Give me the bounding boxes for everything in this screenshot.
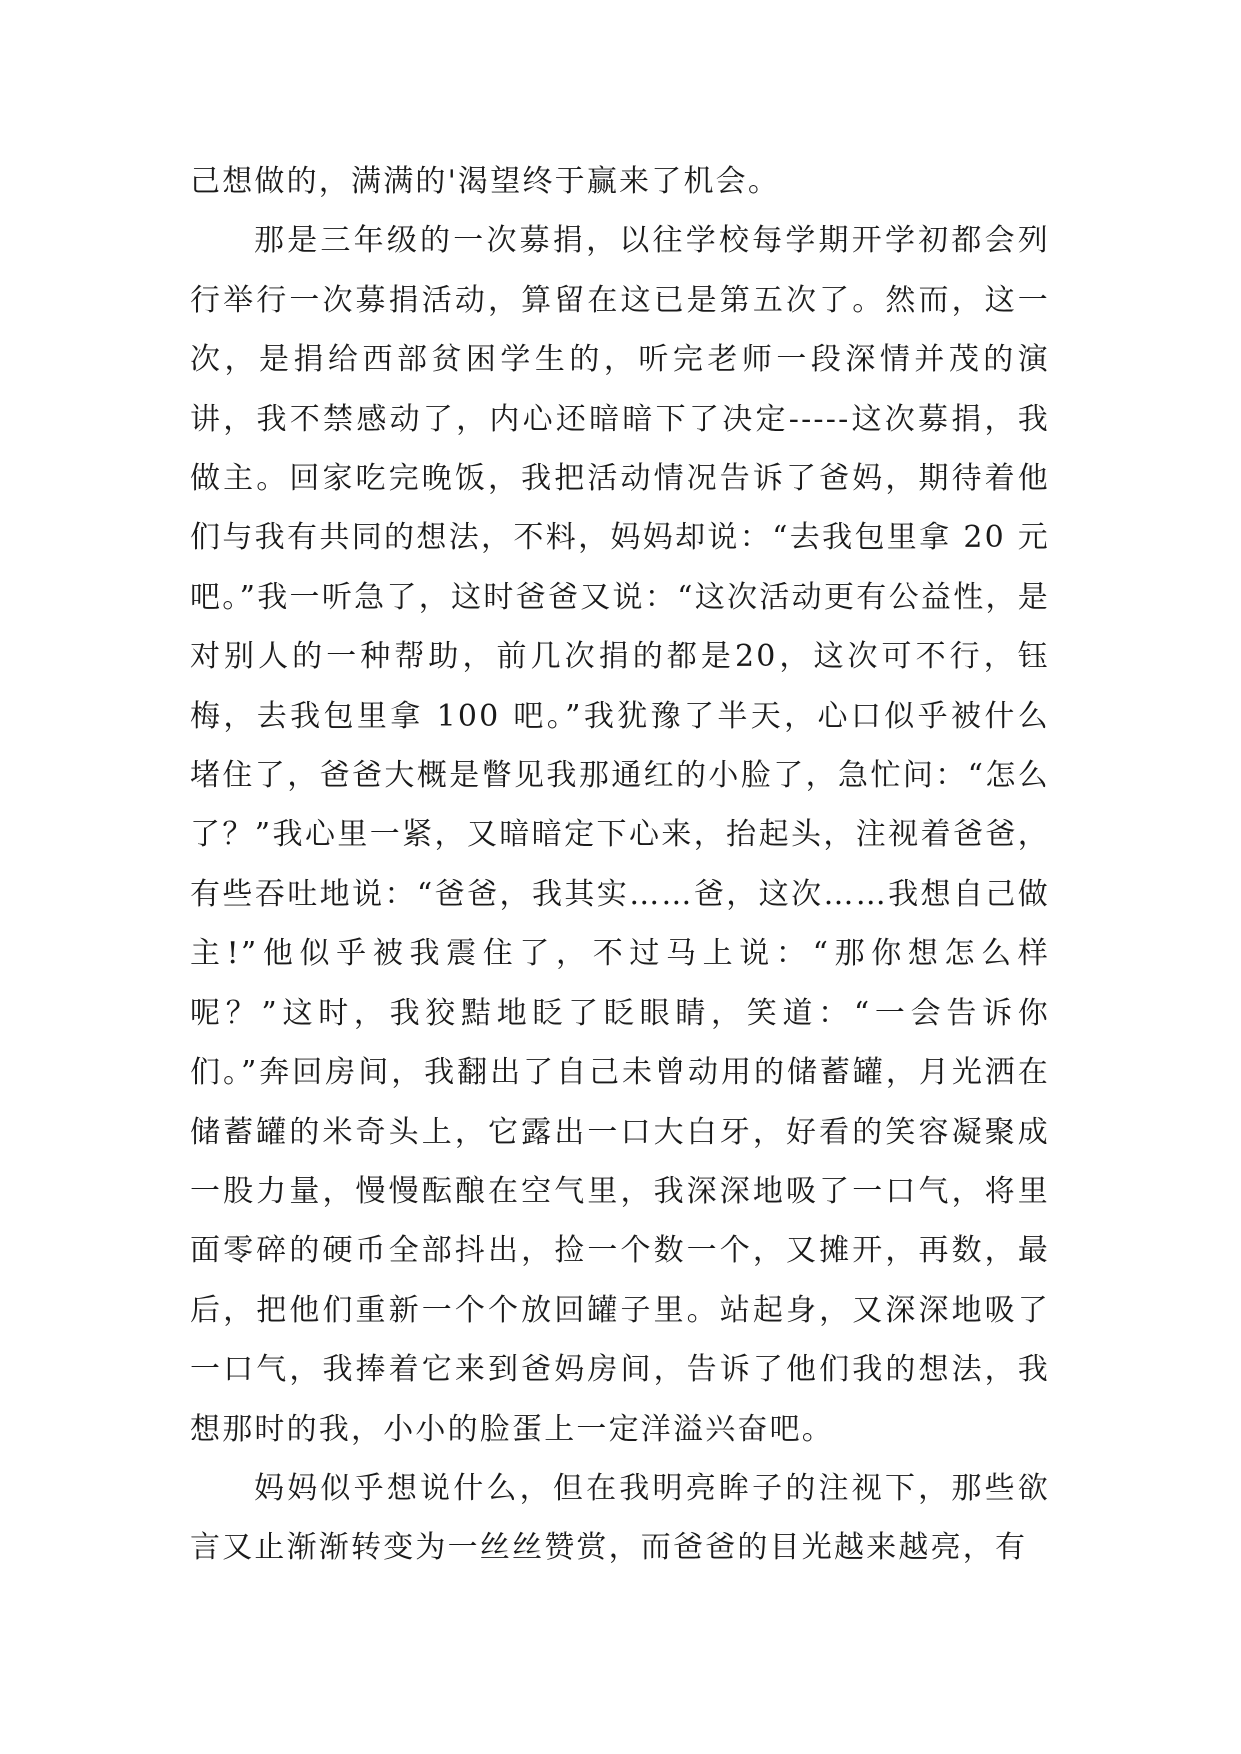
paragraph-continuation: 己想做的，满满的'渴望终于赢来了机会。 [190,164,781,199]
paragraph-donation-story: 那是三年级的一次募捐，以往学校每学期开学初都会列行举行一次募捐活动，算留在这已是第五次了。然而，这一次，是捐给西部贫困学生的，听完老师一段深情并茂的演讲，我不禁感动了，内心还暗暗下了决定-----这次募捐，我做主。回家吃完晚饭，我把活动情况告诉了爸妈，期待着他们与我有共同的想法，不料，妈妈却说：“去我包里拿 20 元吧。”我一听急了，这时爸爸又说：“这次活动更有公益性，是对别人的一种帮助，前几次捐的都是20，这次可不行，钰梅，去我包里拿 100 吧。”我犹豫了半天，心口似乎被什么堵住了，爸爸大概是瞥见我那通红的小脸了，急忙问：“怎么了？”我心里一紧，又暗暗定下心来，抬起头，注视着爸爸，有些吞吐地说：“爸爸，我其实……爸，这次……我想自己做主!”他似乎被我震住了，不过马上说：“那你想怎么样呢？”这时，我狡黠地眨了眨眼睛，笑道：“一会告诉你们。”奔回房间，我翻出了自己未曾动用的储蓄罐，月光洒在储蓄罐的米奇头上，它露出一口大白牙，好看的笑容凝聚成一股力量，慢慢酝酿在空气里，我深深地吸了一口气，将里面零碎的硬币全部抖出，捡一个数一个，又摊开，再数，最后，把他们重新一个个放回罐子里。站起身，又深深地吸了一口气，我捧着它来到爸妈房间，告诉了他们我的想法，我想那时的我，小小的脸蛋上一定洋溢兴奋吧。 [190,223,1050,1447]
document-body [190,152,1050,1578]
paragraph-parents-reaction: 妈妈似乎想说什么，但在我明亮眸子的注视下，那些欲言又止渐渐转变为一丝丝赞赏，而爸爸的目光越来越亮，有 [190,1470,1050,1566]
